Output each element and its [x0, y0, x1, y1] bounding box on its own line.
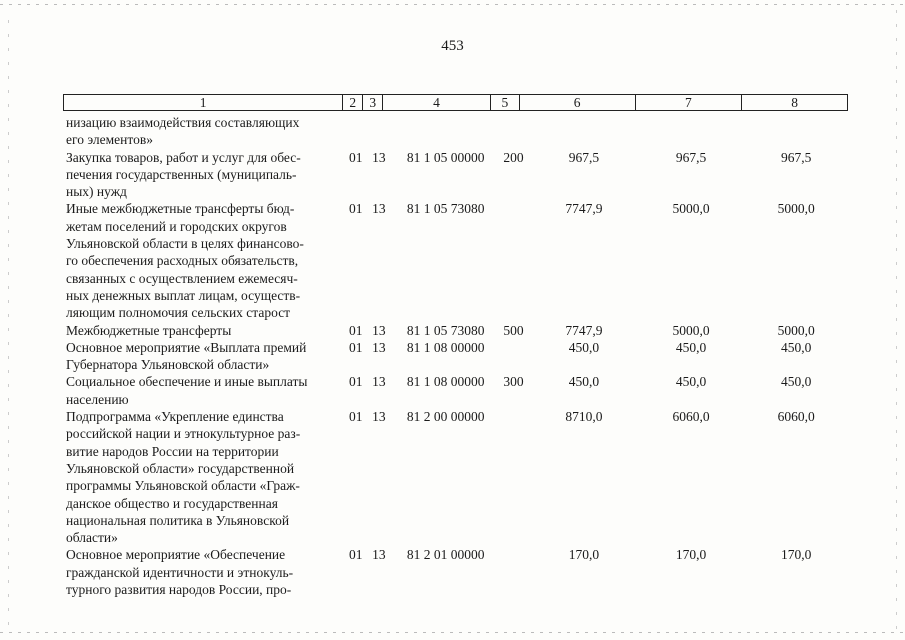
target-article-code: 81 1 05 00000 [406, 149, 485, 165]
description-line: Закупка товаров, работ и услуг для обес- [66, 149, 301, 165]
subsection-code: 13 [372, 409, 386, 425]
description-line: Ульяновской области» государственной [66, 460, 295, 476]
amount-year-3 [744, 114, 848, 149]
expense-type-code [503, 339, 530, 374]
table-header [63, 94, 848, 111]
chapter-code: 01 [349, 339, 363, 355]
amount-year-1: 450,0 [568, 374, 600, 390]
amount-year-1: 450,0 [568, 339, 600, 355]
description-line: Иные межбюджетные трансферты бюд- [66, 201, 295, 217]
chapter-code: 01 [349, 409, 363, 425]
subsection-code [372, 114, 388, 149]
table-row [63, 339, 848, 374]
description-line: российской нации и этнокультурное раз- [66, 426, 301, 442]
description-line: Ульяновской области в целях финансово- [66, 236, 304, 252]
table-row [63, 546, 848, 598]
expense-type-code: 300 [503, 374, 524, 390]
table-row [63, 149, 848, 201]
description-line: гражданской идентичности и этнокуль- [66, 564, 294, 580]
description-line: Губернатора Ульяновской области» [66, 357, 270, 373]
amount-year-2: 6060,0 [672, 409, 710, 425]
amount-year-2 [638, 114, 745, 149]
amount-year-1 [530, 114, 638, 149]
chapter-code: 01 [349, 322, 363, 338]
description-line: ных денежных выплат лицам, осуществ- [66, 287, 301, 303]
header-col-5: 5 [491, 95, 520, 110]
table-body [63, 114, 848, 598]
description-line: ляющим полномочия сельских старост [66, 305, 291, 321]
target-article-code [388, 114, 504, 149]
expense-type-code: 200 [503, 149, 524, 165]
table-row [63, 322, 848, 339]
description-line: низацию взаимодействия составляющих [66, 115, 300, 130]
header-col-8: 8 [791, 95, 798, 110]
table-row [63, 408, 848, 546]
expense-type-code [503, 546, 530, 598]
amount-year-2: 170,0 [675, 547, 707, 563]
header-col-6: 6 [520, 95, 636, 110]
description-line: населению [66, 391, 129, 407]
target-article-code: 81 1 05 73080 [406, 322, 485, 338]
header-col-2: 2 [343, 95, 363, 110]
scan-edge-right [896, 10, 897, 630]
description-line: Основное мероприятие «Выплата премий [66, 339, 307, 355]
row-description [63, 373, 340, 408]
description-line: Подпрограмма «Укрепление единства [66, 409, 284, 425]
description-line: Межбюджетные трансферты [66, 322, 232, 338]
description-line: Основное мероприятие «Обеспечение [66, 547, 286, 563]
amount-year-3: 170,0 [780, 547, 812, 563]
subsection-code: 13 [372, 322, 386, 338]
amount-year-3: 5000,0 [777, 201, 815, 217]
row-description [63, 408, 340, 546]
amount-year-1: 8710,0 [565, 409, 603, 425]
description-line: программы Ульяновской области «Граж- [66, 478, 300, 494]
description-line: связанных с осуществлением ежемесяч- [66, 270, 298, 286]
amount-year-3: 450,0 [780, 374, 812, 390]
chapter-code: 01 [349, 547, 363, 563]
amount-year-2: 450,0 [675, 339, 707, 355]
row-description [63, 114, 340, 149]
chapter-code: 01 [349, 374, 363, 390]
amount-year-3: 450,0 [780, 339, 812, 355]
description-line: области» [66, 530, 118, 546]
description-line: го обеспечения расходных обязательств, [66, 253, 299, 269]
expense-type-code [503, 200, 530, 321]
description-line: витие народов России на территории [66, 443, 279, 459]
row-description [63, 149, 340, 201]
subsection-code: 13 [372, 149, 386, 165]
header-col-7: 7 [636, 95, 743, 110]
amount-year-3: 5000,0 [777, 322, 815, 338]
scan-edge-bottom [0, 632, 905, 633]
target-article-code: 81 2 00 00000 [406, 409, 485, 425]
table-row [63, 200, 848, 321]
amount-year-2: 450,0 [675, 374, 707, 390]
scan-edge-top [0, 4, 905, 5]
description-line: его элементов» [66, 132, 153, 148]
expense-type-code: 500 [503, 322, 524, 338]
description-line: Социальное обеспечение и иные выплаты [66, 374, 308, 390]
amount-year-3: 967,5 [780, 149, 812, 165]
subsection-code: 13 [372, 201, 386, 217]
amount-year-2: 5000,0 [672, 201, 710, 217]
table-row [63, 373, 848, 408]
amount-year-1: 7747,9 [565, 201, 603, 217]
header-col-1: 1 [64, 95, 343, 110]
amount-year-2: 967,5 [675, 149, 707, 165]
amount-year-3: 6060,0 [777, 409, 815, 425]
description-line: данское общество и государственная [66, 495, 278, 511]
scan-edge-left [8, 20, 9, 630]
description-line: турного развития народов России, про- [66, 582, 292, 598]
table-row [63, 114, 848, 149]
row-description [63, 339, 340, 374]
row-description [63, 200, 340, 321]
subsection-code: 13 [372, 339, 386, 355]
description-line: печения государственных (муниципаль- [66, 166, 297, 182]
header-col-4: 4 [383, 95, 491, 110]
target-article-code: 81 1 08 00000 [406, 339, 485, 355]
target-article-code: 81 1 08 00000 [406, 374, 485, 390]
row-description [63, 322, 340, 339]
row-description [63, 546, 340, 598]
description-line: ных) нужд [66, 184, 127, 200]
subsection-code: 13 [372, 374, 386, 390]
chapter-code [340, 114, 373, 149]
amount-year-1: 967,5 [568, 149, 600, 165]
expense-type-code [503, 114, 530, 149]
description-line: национальная политика в Ульяновской [66, 512, 290, 528]
amount-year-1: 170,0 [568, 547, 600, 563]
subsection-code: 13 [372, 547, 386, 563]
expense-type-code [503, 408, 530, 546]
chapter-code: 01 [349, 201, 363, 217]
target-article-code: 81 2 01 00000 [406, 547, 485, 563]
amount-year-1: 7747,9 [565, 322, 603, 338]
page-number: 453 [441, 38, 464, 54]
amount-year-2: 5000,0 [672, 322, 710, 338]
chapter-code: 01 [349, 149, 363, 165]
header-col-3: 3 [363, 95, 383, 110]
target-article-code: 81 1 05 73080 [406, 201, 485, 217]
description-line: жетам поселений и городских округов [66, 218, 287, 234]
